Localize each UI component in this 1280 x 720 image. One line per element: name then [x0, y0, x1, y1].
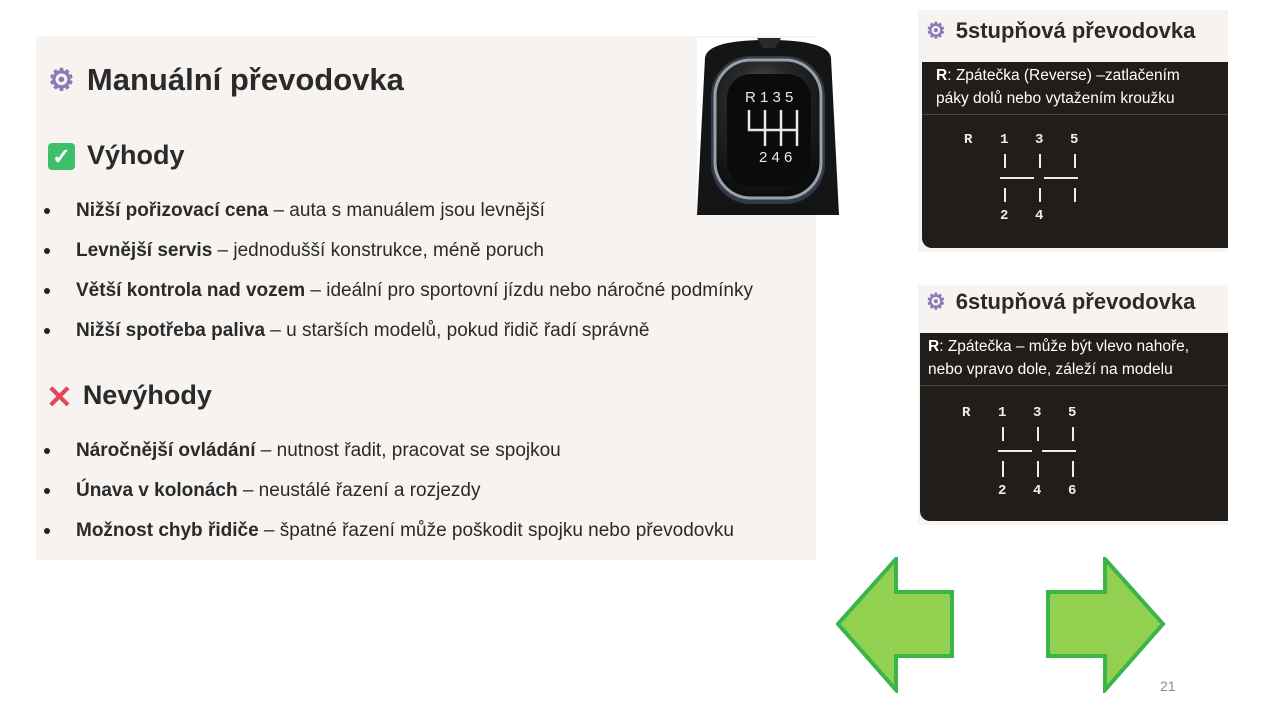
list-item — [36, 439, 734, 479]
item-bold: Nižší pořizovací cena — [76, 200, 269, 221]
reverse-note — [936, 64, 1222, 110]
gear-label: 4 — [1033, 483, 1042, 499]
disadvantages-heading — [46, 378, 212, 416]
gear-pattern — [960, 405, 1100, 505]
note-line-1: : Zpátečka – může být vlevo nahoře, — [939, 338, 1190, 355]
cross-icon: ✕ — [46, 379, 73, 415]
note-line-1: : Zpátečka (Reverse) –zatlačením — [947, 67, 1180, 84]
gear-icon: ⚙ — [48, 64, 75, 97]
disadvantages-heading-text: Nevýhody — [82, 380, 212, 411]
item-text: – auta s manuálem jsou levnější — [268, 200, 545, 221]
gear-label: 2 — [998, 483, 1007, 499]
item-bold: Možnost chyb řidiče — [76, 520, 259, 541]
gear-label: 1 — [1000, 132, 1009, 148]
arrow-left-icon — [836, 557, 956, 693]
arrow-right-icon — [1045, 557, 1167, 693]
item-bold: Náročnější ovládání — [76, 440, 256, 461]
gear-label: 4 — [1035, 208, 1044, 224]
gear-icon: ⚙ — [926, 289, 946, 314]
item-text: – ideální pro sportovní jízdu nebo náročné podmínky — [305, 280, 753, 301]
slide-title — [48, 62, 404, 98]
page-number: 21 — [1160, 678, 1176, 694]
gear-pattern — [962, 132, 1102, 232]
divider — [922, 114, 1228, 115]
advantages-list — [36, 199, 753, 359]
gear-label: R — [964, 132, 973, 148]
knob-bottom-labels: 2 4 6 — [759, 149, 793, 166]
gear-label: 5 — [1070, 132, 1079, 148]
item-bold: Levnější servis — [76, 240, 213, 261]
previous-slide-button[interactable] — [836, 557, 956, 698]
gear-label: 3 — [1033, 405, 1042, 421]
gear-label: 1 — [998, 405, 1007, 421]
gear-pattern-box — [920, 333, 1228, 521]
item-bold: Únava v kolonách — [76, 480, 238, 501]
card-title-text: 6stupňová převodovka — [955, 289, 1196, 314]
next-slide-button[interactable] — [1045, 557, 1167, 698]
list-item — [36, 519, 734, 559]
gear-icon: ⚙ — [926, 18, 946, 43]
disadvantages-list — [36, 439, 734, 559]
list-item — [36, 279, 753, 319]
advantages-heading — [48, 140, 185, 171]
item-bold: Nižší spotřeba paliva — [76, 320, 266, 341]
card-title — [926, 289, 1195, 315]
item-text: – jednodušší konstrukce, méně poruch — [212, 240, 544, 261]
knob-top-labels: R 1 3 5 — [745, 89, 794, 106]
list-item — [36, 239, 753, 279]
gear-label: 3 — [1035, 132, 1044, 148]
shift-lines — [962, 132, 1102, 232]
slide-title-text: Manuální převodovka — [86, 62, 404, 97]
item-bold: Větší kontrola nad vozem — [76, 280, 306, 301]
card-title-text: 5stupňová převodovka — [955, 18, 1196, 43]
item-text: – neustálé řazení a rozjezdy — [237, 480, 481, 501]
divider — [920, 385, 1228, 386]
card-5-speed — [918, 10, 1228, 252]
list-item — [36, 479, 734, 519]
check-icon: ✓ — [48, 143, 75, 170]
gear-label: R — [962, 405, 971, 421]
list-item — [36, 199, 753, 239]
list-item — [36, 319, 753, 359]
card-title — [926, 18, 1195, 44]
shift-lines — [960, 405, 1100, 505]
gear-knob-svg — [697, 38, 839, 215]
note-bold: R — [928, 338, 940, 355]
reverse-note — [928, 335, 1222, 381]
gear-label: 5 — [1068, 405, 1077, 421]
gear-label: 2 — [1000, 208, 1009, 224]
gear-label: 6 — [1068, 483, 1077, 499]
item-text: – u starších modelů, pokud řidič řadí správně — [265, 320, 650, 341]
note-line-2: páky dolů nebo vytažením kroužku — [936, 90, 1175, 107]
card-6-speed — [918, 285, 1228, 525]
advantages-heading-text: Výhody — [87, 140, 185, 170]
gear-knob-image — [697, 38, 839, 215]
note-bold: R — [936, 67, 948, 84]
item-text: – nutnost řadit, pracovat se spojkou — [255, 440, 561, 461]
gear-pattern-box — [922, 62, 1228, 248]
note-line-2: nebo vpravo dole, záleží na modelu — [928, 361, 1173, 378]
item-text: – špatné řazení může poškodit spojku nebo převodovku — [258, 520, 734, 541]
